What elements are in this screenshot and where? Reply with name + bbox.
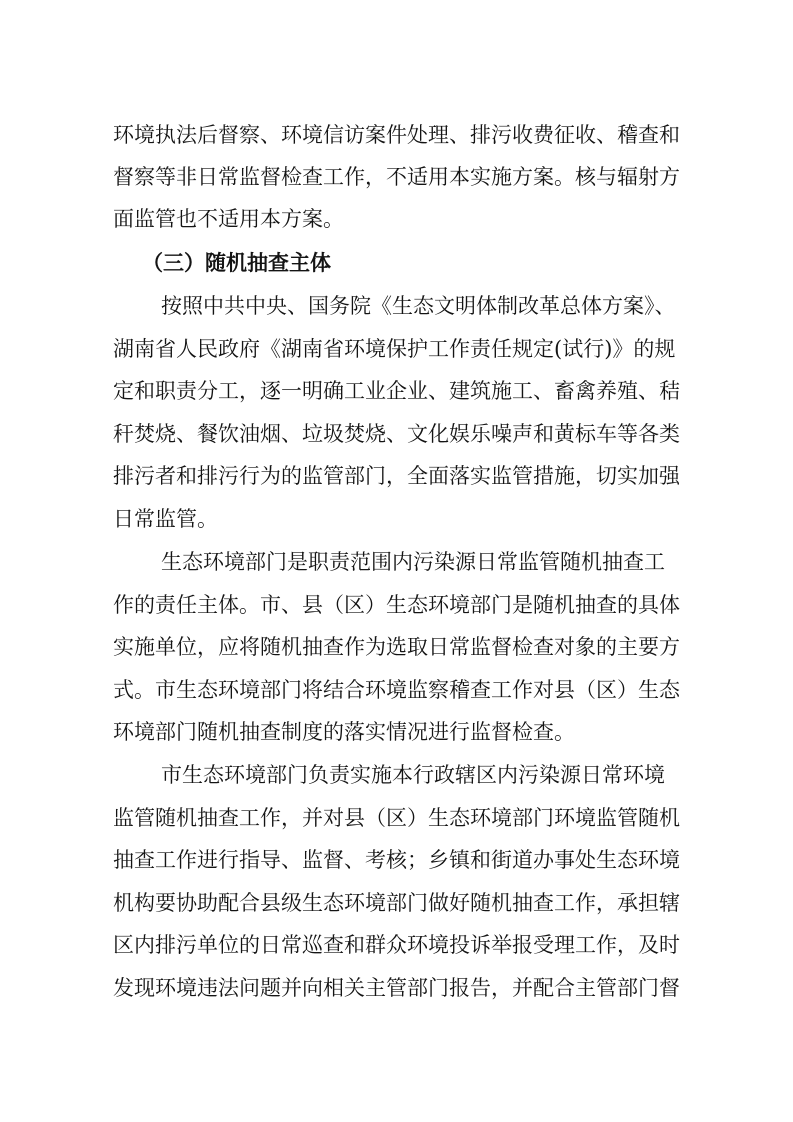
text-line: 抽查工作进行指导、监督、考核；乡镇和街道办事处生态环境 [113, 848, 680, 872]
text-line: 监管随机抽查工作，并对县（区）生态环境部门环境监管随机 [113, 806, 680, 830]
text-line: 湖南省人民政府《湖南省环境保护工作责任规定(试行)》的规 [113, 337, 676, 361]
text-line: 排污者和排污行为的监管部门，全面落实监管措施，切实加强 [113, 464, 680, 488]
text-line: 按照中共中央、国务院《生态文明体制改革总体方案》、 [161, 294, 676, 318]
text-line: 督察等非日常监督检查工作，不适用本实施方案。核与辐射方 [113, 165, 680, 189]
section-heading: （三）随机抽查主体 [142, 251, 331, 275]
text-line: 秆焚烧、餐饮油烟、垃圾焚烧、文化娱乐噪声和黄标车等各类 [113, 422, 680, 446]
text-line: 市生态环境部门负责实施本行政辖区内污染源日常环境 [161, 763, 665, 787]
text-line: 作的责任主体。市、县（区）生态环境部门是随机抽查的具体 [113, 593, 680, 617]
text-line: 生态环境部门是职责范围内污染源日常监管随机抽查工 [161, 550, 665, 574]
text-line: 面监管也不适用本方案。 [113, 207, 344, 231]
text-line: 实施单位，应将随机抽查作为选取日常监督检查对象的主要方 [113, 635, 680, 659]
text-line: 环境执法后督察、环境信访案件处理、排污收费征收、稽查和 [113, 123, 680, 147]
text-line: 区内排污单位的日常巡查和群众环境投诉举报受理工作，及时 [113, 933, 680, 957]
text-line: 环境部门随机抽查制度的落实情况进行监督检查。 [113, 720, 575, 744]
text-line: 发现环境违法问题并向相关主管部门报告，并配合主管部门督 [113, 976, 680, 1000]
text-line: 日常监管。 [113, 507, 218, 531]
text-line: 式。市生态环境部门将结合环境监察稽查工作对县（区）生态 [113, 678, 680, 702]
text-line: 定和职责分工，逐一明确工业企业、建筑施工、畜禽养殖、秸 [113, 379, 680, 403]
text-line: 机构要协助配合县级生态环境部门做好随机抽查工作，承担辖 [113, 891, 680, 915]
